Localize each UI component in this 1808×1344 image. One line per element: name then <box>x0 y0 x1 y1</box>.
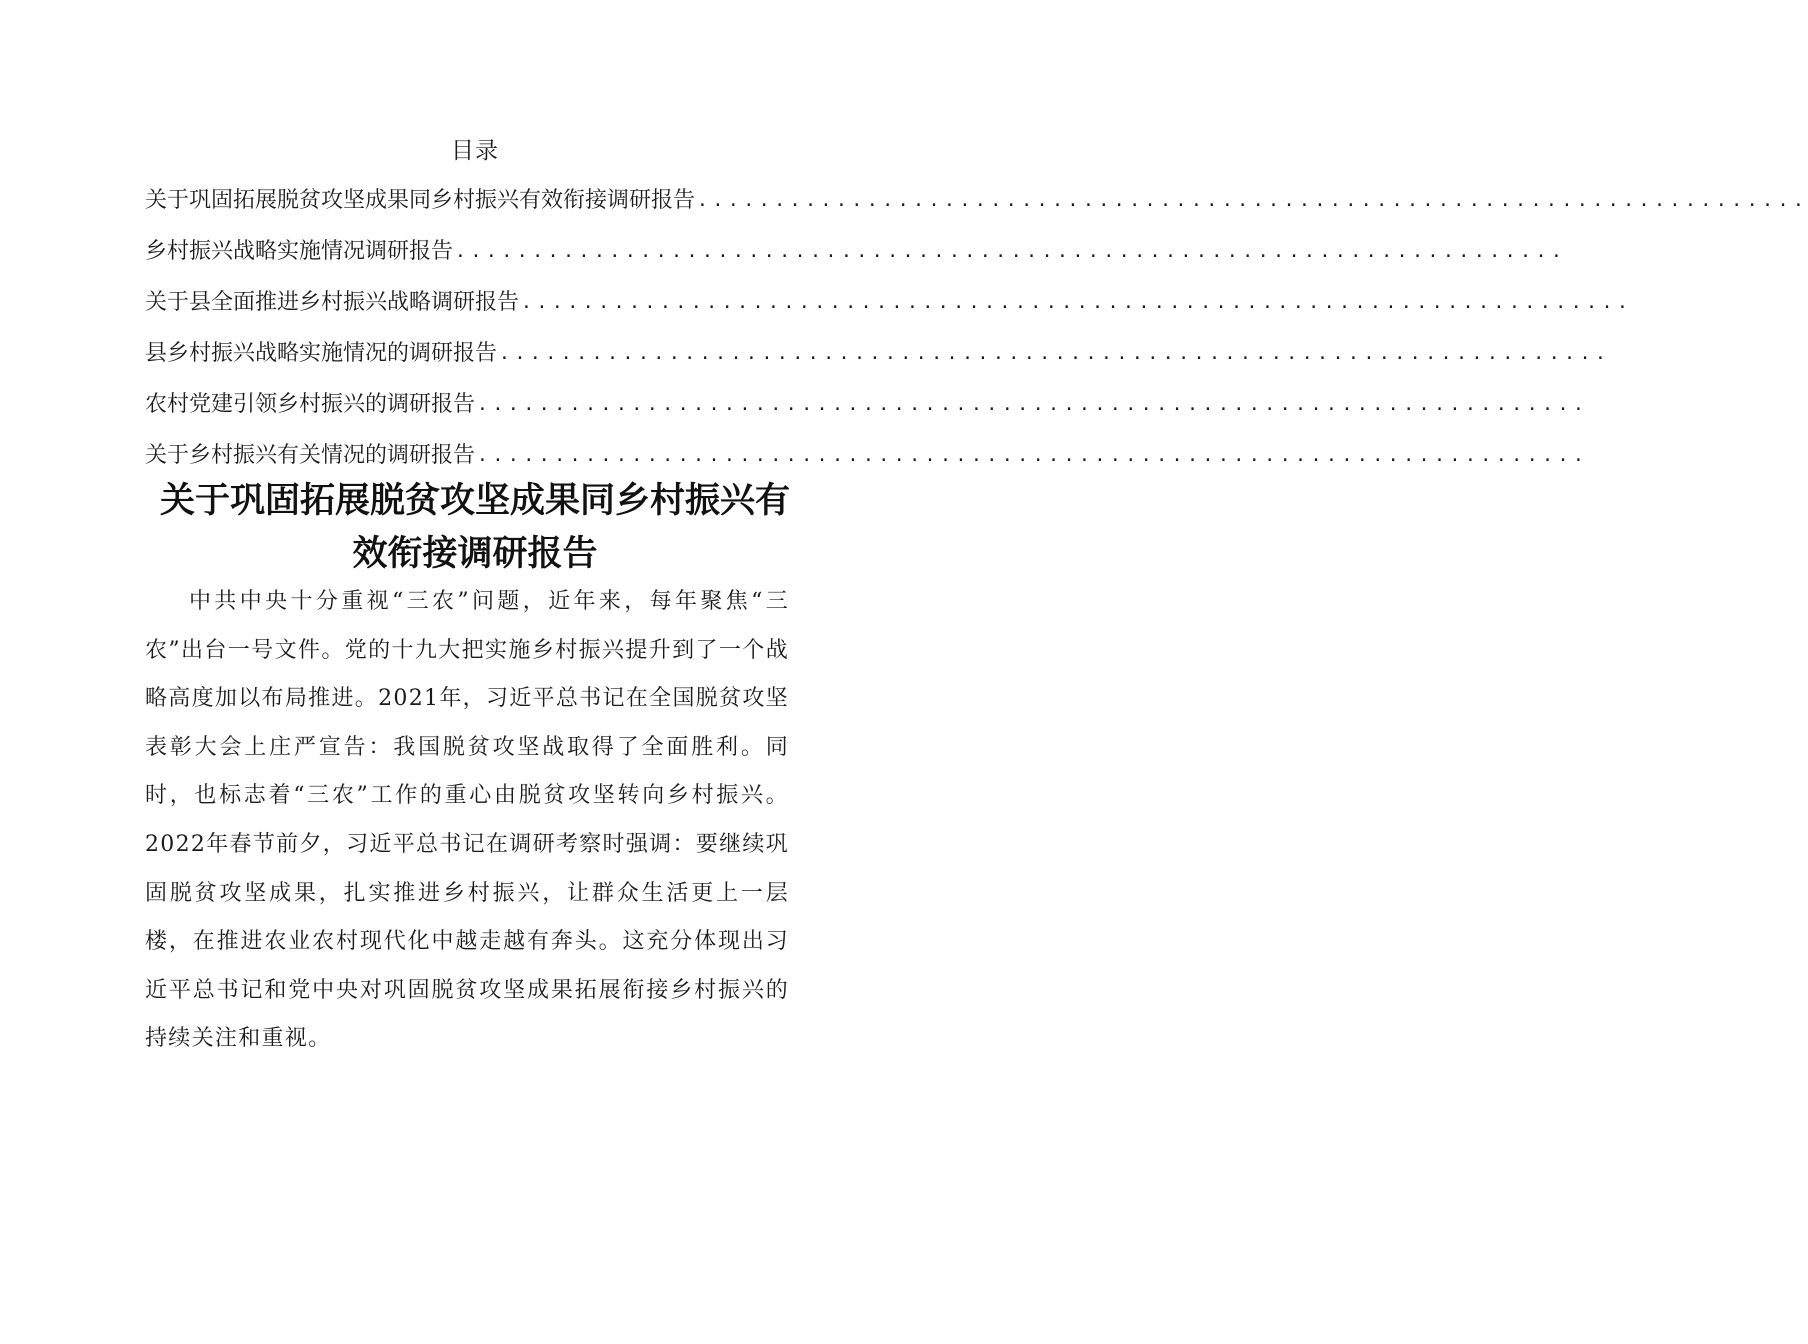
toc-entry-title: 农村党建引领乡村振兴的调研报告 <box>145 392 476 417</box>
toc-entry[interactable] <box>145 286 1633 337</box>
toc-entry-title: 县乡村振兴战略实施情况的调研报告 <box>145 341 498 366</box>
toc-dot-leader: ........................................................................ <box>477 445 1589 466</box>
toc-dot-leader: ........................................................................ <box>499 343 1611 364</box>
toc-heading: 目录 <box>451 138 499 164</box>
toc-entry-title: 关于巩固拓展脱贫攻坚成果同乡村振兴有效衔接调研报告 <box>145 188 696 213</box>
toc-entry-title: 乡村振兴战略实施情况调研报告 <box>145 239 454 264</box>
toc-entry-title: 关于乡村振兴有关情况的调研报告 <box>145 443 476 468</box>
document-title <box>145 474 805 580</box>
document-title-line-2: 效衔接调研报告 <box>352 533 598 574</box>
toc-entry-title: 关于县全面推进乡村振兴战略调研报告 <box>145 290 520 315</box>
toc-entry[interactable] <box>145 184 1808 235</box>
toc-dot-leader: ........................................................................ <box>477 394 1589 415</box>
toc-entry[interactable] <box>145 388 1589 439</box>
toc-dot-leader: ........................................................................ <box>455 241 1567 262</box>
toc-entry[interactable] <box>145 337 1611 388</box>
toc-dot-leader: ........................................................................ <box>697 190 1808 211</box>
toc-dot-leader: ........................................................................ <box>521 292 1633 313</box>
document-title-line-1: 关于巩固拓展脱贫攻坚成果同乡村振兴有 <box>159 480 790 521</box>
table-of-contents <box>145 184 1808 490</box>
body-paragraph: 中共中央十分重视“三农”问题，近年来，每年聚焦“三农”出台一号文件。党的十九大把实施乡村振兴提升到了一个战略高度加以布局推进。2021年，习近平总书记在全国脱贫攻坚表彰大会上庄严宣告：我国脱贫攻坚战取得了全面胜利。同时，也标志着“三农”工作的重心由脱贫攻坚转向乡村振兴。2022年春节前夕，习近平总书记在调研考察时强调：要继续巩固脱贫攻坚成果，扎实推进乡村振兴，让群众生活更上一层楼，在推进农业农村现代化中越走越有奔头。这充分体现出习近平总书记和党中央对巩固脱贫攻坚成果拓展衔接乡村振兴的持续关注和重视。 <box>145 589 789 1052</box>
toc-entry[interactable] <box>145 235 1567 286</box>
